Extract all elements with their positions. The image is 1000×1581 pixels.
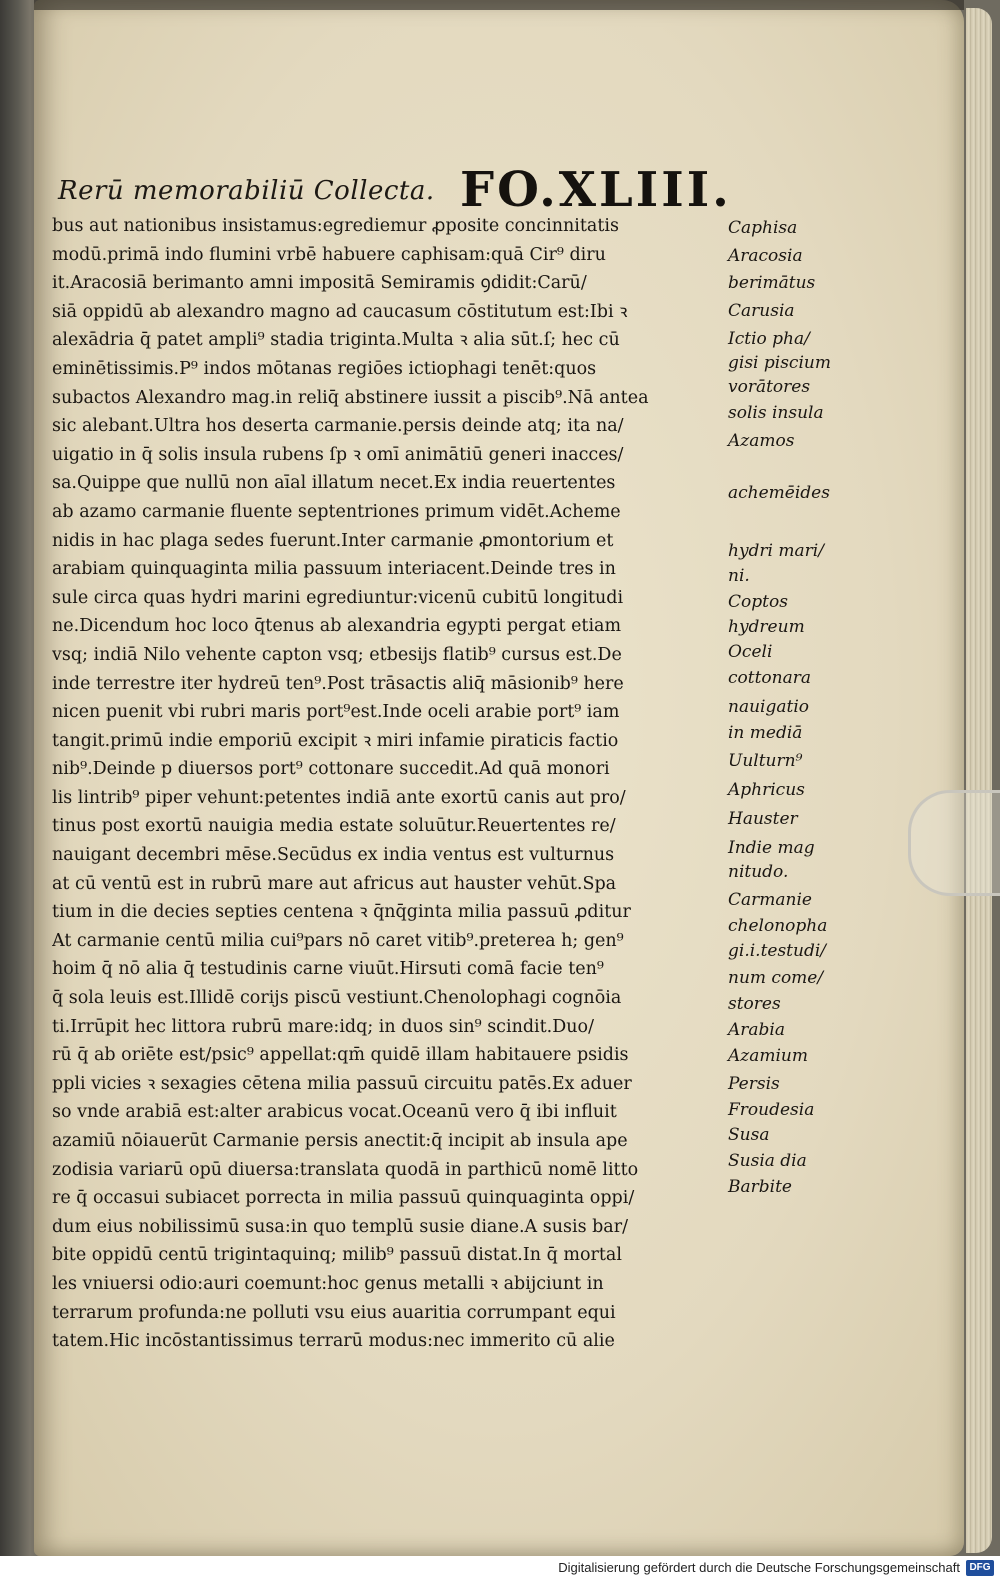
text-line: ti.Irrūpit hec littora rubrū mare:idq; in duos sin⁹ scindit.Duo/	[52, 1016, 594, 1037]
margin-note: chelonopha	[728, 916, 828, 936]
footer-bar	[0, 1556, 1000, 1581]
body-text	[52, 212, 720, 1356]
text-line: sule circa quas hydri marini egrediuntur:vicenū cubitū longitudi	[52, 587, 624, 608]
margin-note: nitudo.	[728, 862, 789, 882]
text-line: hoim q̄ nō alia q̄ testudinis carne viuūt.Hirsuti comā facie ten⁹	[52, 959, 604, 980]
text-line: tangit.primū indie emporiū excipit ꝛ miri infamie piraticis factio	[52, 730, 619, 751]
running-title: Rerū memorabiliū Collecta.	[58, 176, 435, 206]
text-line: q̄ sola leuis est.Illidē corijs piscū vestiunt.Chenolophagi cognōia	[52, 988, 622, 1009]
page-edge	[966, 8, 992, 1553]
text-line: nicen puenit vbi rubri maris port⁹est.Inde oceli arabie port⁹ iam	[52, 702, 620, 723]
margin-note: hydreum	[728, 617, 805, 637]
text-line: tatem.Hic incōstantissimus terrarū modus:nec immerito cū alie	[52, 1331, 615, 1352]
page-clip	[908, 790, 1000, 896]
margin-note: Caphisa	[728, 218, 798, 238]
margin-note: Ictio pha/	[728, 329, 810, 349]
text-line: At carmanie centū milia cui⁹pars nō caret vitib⁹.preterea h; gen⁹	[52, 930, 624, 951]
margin-note: Azamium	[728, 1046, 808, 1066]
text-line: nauigant decembri mēse.Secūdus ex india ventus est vulturnus	[52, 845, 615, 866]
margin-note: gi.i.testudi/	[728, 941, 827, 961]
text-line: uigatio in q̄ solis insula rubens ſp ꝛ omī animātiū generi inacces/	[52, 444, 624, 465]
margin-note: Susia dia	[728, 1151, 807, 1171]
margin-note: nauigatio	[728, 697, 809, 717]
text-line: terrarum profunda:ne polluti vsu eius auaritia corrumpant equi	[52, 1302, 616, 1323]
text-line: so vnde arabiā est:alter arabicus vocat.Oceanū vero q̄ ibi influit	[52, 1102, 617, 1123]
text-line: ne.Dicendum hoc loco q̄tenus ab alexandria egypti pergat etiam	[52, 616, 622, 637]
margin-note: solis insula	[728, 403, 824, 423]
text-line: modū.primā indo flumini vrbē habuere caphisam:quā Cir⁹ diru	[52, 244, 606, 265]
text-line: sic alebant.Ultra hos deserta carmanie.persis deinde atq; ita na/	[52, 416, 624, 437]
margin-note: Barbite	[728, 1177, 792, 1197]
margin-note: ni.	[728, 566, 750, 586]
text-line: arabiam quinquaginta milia passuum interiacent.Deinde tres in	[52, 559, 616, 580]
margin-note: Arabia	[728, 1020, 785, 1040]
margin-note: Uulturn⁹	[728, 751, 803, 771]
text-line: nib⁹.Deinde p diuersos port⁹ cottonare succedit.Ad quā monori	[52, 759, 610, 780]
margin-note: Persis	[728, 1074, 780, 1094]
text-line: bus aut nationibus insistamus:egrediemur ꝓposite concinnitatis	[52, 216, 619, 236]
margin-note: vorātores	[728, 377, 811, 397]
text-line: at cū ventū est in rubrū mare aut africus aut hauster vehūt.Spa	[52, 873, 617, 894]
text-line: tinus post exortū nauigia media estate soluūtur.Reuertentes re/	[52, 816, 616, 837]
margin-note: num come/	[728, 968, 824, 988]
margin-note: gisi piscium	[728, 353, 831, 373]
margin-note: in mediā	[728, 723, 803, 743]
margin-note: Carusia	[728, 301, 795, 321]
margin-note: Indie mag	[728, 838, 815, 858]
text-line: ppli vicies ꝛ sexagies cētena milia passuū circuitu patēs.Ex aduer	[52, 1073, 632, 1094]
text-line: dum eius nobilissimū susa:in quo templū susie diane.A susis bar/	[52, 1216, 629, 1237]
text-line: azamiū nōiauerūt Carmanie persis anectit:q̄ incipit ab insula ape	[52, 1131, 628, 1151]
text-line: sa.Quippe que nullū non aīal illatum necet.Ex india reuertentes	[52, 473, 616, 494]
text-line: it.Aracosiā berimanto amni impositā Semiramis ꝯdidit:Carū/	[52, 273, 587, 294]
text-line: les vniuersi odio:auri coemunt:hoc genus metalli ꝛ abijciunt in	[52, 1273, 604, 1294]
text-line: subactos Alexandro mag.in reliq̄ abstinere iussit a piscib⁹.Nā antea	[52, 387, 649, 408]
margin-note: Susa	[728, 1125, 770, 1145]
funding-credit: Digitalisierung gefördert durch die Deutsche Forschungsgemeinschaft	[558, 1560, 960, 1575]
text-line: nidis in hac plaga sedes fuerunt.Inter carmanie ꝓmontorium et	[52, 530, 614, 551]
text-line: zodisia variarū opū diuersa:translata quodā in parthicū nomē litto	[52, 1159, 639, 1180]
margin-notes	[728, 0, 858, 1556]
text-line: siā oppidū ab alexandro magno ad caucasum cōstitutum est:Ibi ꝛ	[52, 301, 628, 322]
margin-note: Hauster	[728, 809, 798, 829]
margin-note: berimātus	[728, 273, 816, 293]
margin-note: Azamos	[728, 431, 795, 451]
margin-note: stores	[728, 994, 781, 1014]
margin-note: Carmanie	[728, 890, 812, 910]
margin-note: Coptos	[728, 592, 788, 612]
text-line: alexādria q̄ patet ampli⁹ stadia triginta.Multa ꝛ alia sūt.ſ; hec cū	[52, 330, 620, 351]
text-line: rū q̄ ab oriēte est/psic⁹ appellat:qm̄ quidē illam habitauere psidis	[52, 1045, 629, 1066]
dfg-logo: DFG	[966, 1560, 994, 1576]
margin-note: achemēides	[728, 483, 830, 503]
margin-note: hydri mari/	[728, 541, 824, 561]
text-line: inde terrestre iter hydreū ten⁹.Post trāsactis aliq̄ māsionib⁹ here	[52, 673, 624, 694]
margin-note: Aphricus	[728, 780, 805, 800]
margin-note: Oceli	[728, 642, 773, 662]
text-line: lis lintrib⁹ piper vehunt:petentes indiā ante exortū canis aut pro/	[52, 787, 626, 808]
text-line: eminētissimis.P⁹ indos mōtanas regiōes ictiophagi tenēt:quos	[52, 358, 597, 379]
margin-note: Froudesia	[728, 1100, 815, 1120]
text-line: bite oppidū centū trigintaquinq; milib⁹ passuū distat.In q̄ mortal	[52, 1245, 622, 1266]
text-line: vsq; indiā Nilo vehente capton vsq; etbesijs flatib⁹ cursus est.De	[52, 644, 622, 665]
margin-note: Aracosia	[728, 246, 803, 266]
margin-note: cottonara	[728, 668, 811, 688]
folio-number: FO.XLIII.	[460, 162, 732, 218]
text-line: tium in die decies septies centena ꝛ q̄nq̄ginta milia passuū ꝓditur	[52, 902, 631, 923]
text-line: re q̄ occasui subiacet porrecta in milia passuū quinquaginta oppi/	[52, 1188, 635, 1209]
text-line: ab azamo carmanie fluente septentriones primum vidēt.Acheme	[52, 501, 621, 522]
